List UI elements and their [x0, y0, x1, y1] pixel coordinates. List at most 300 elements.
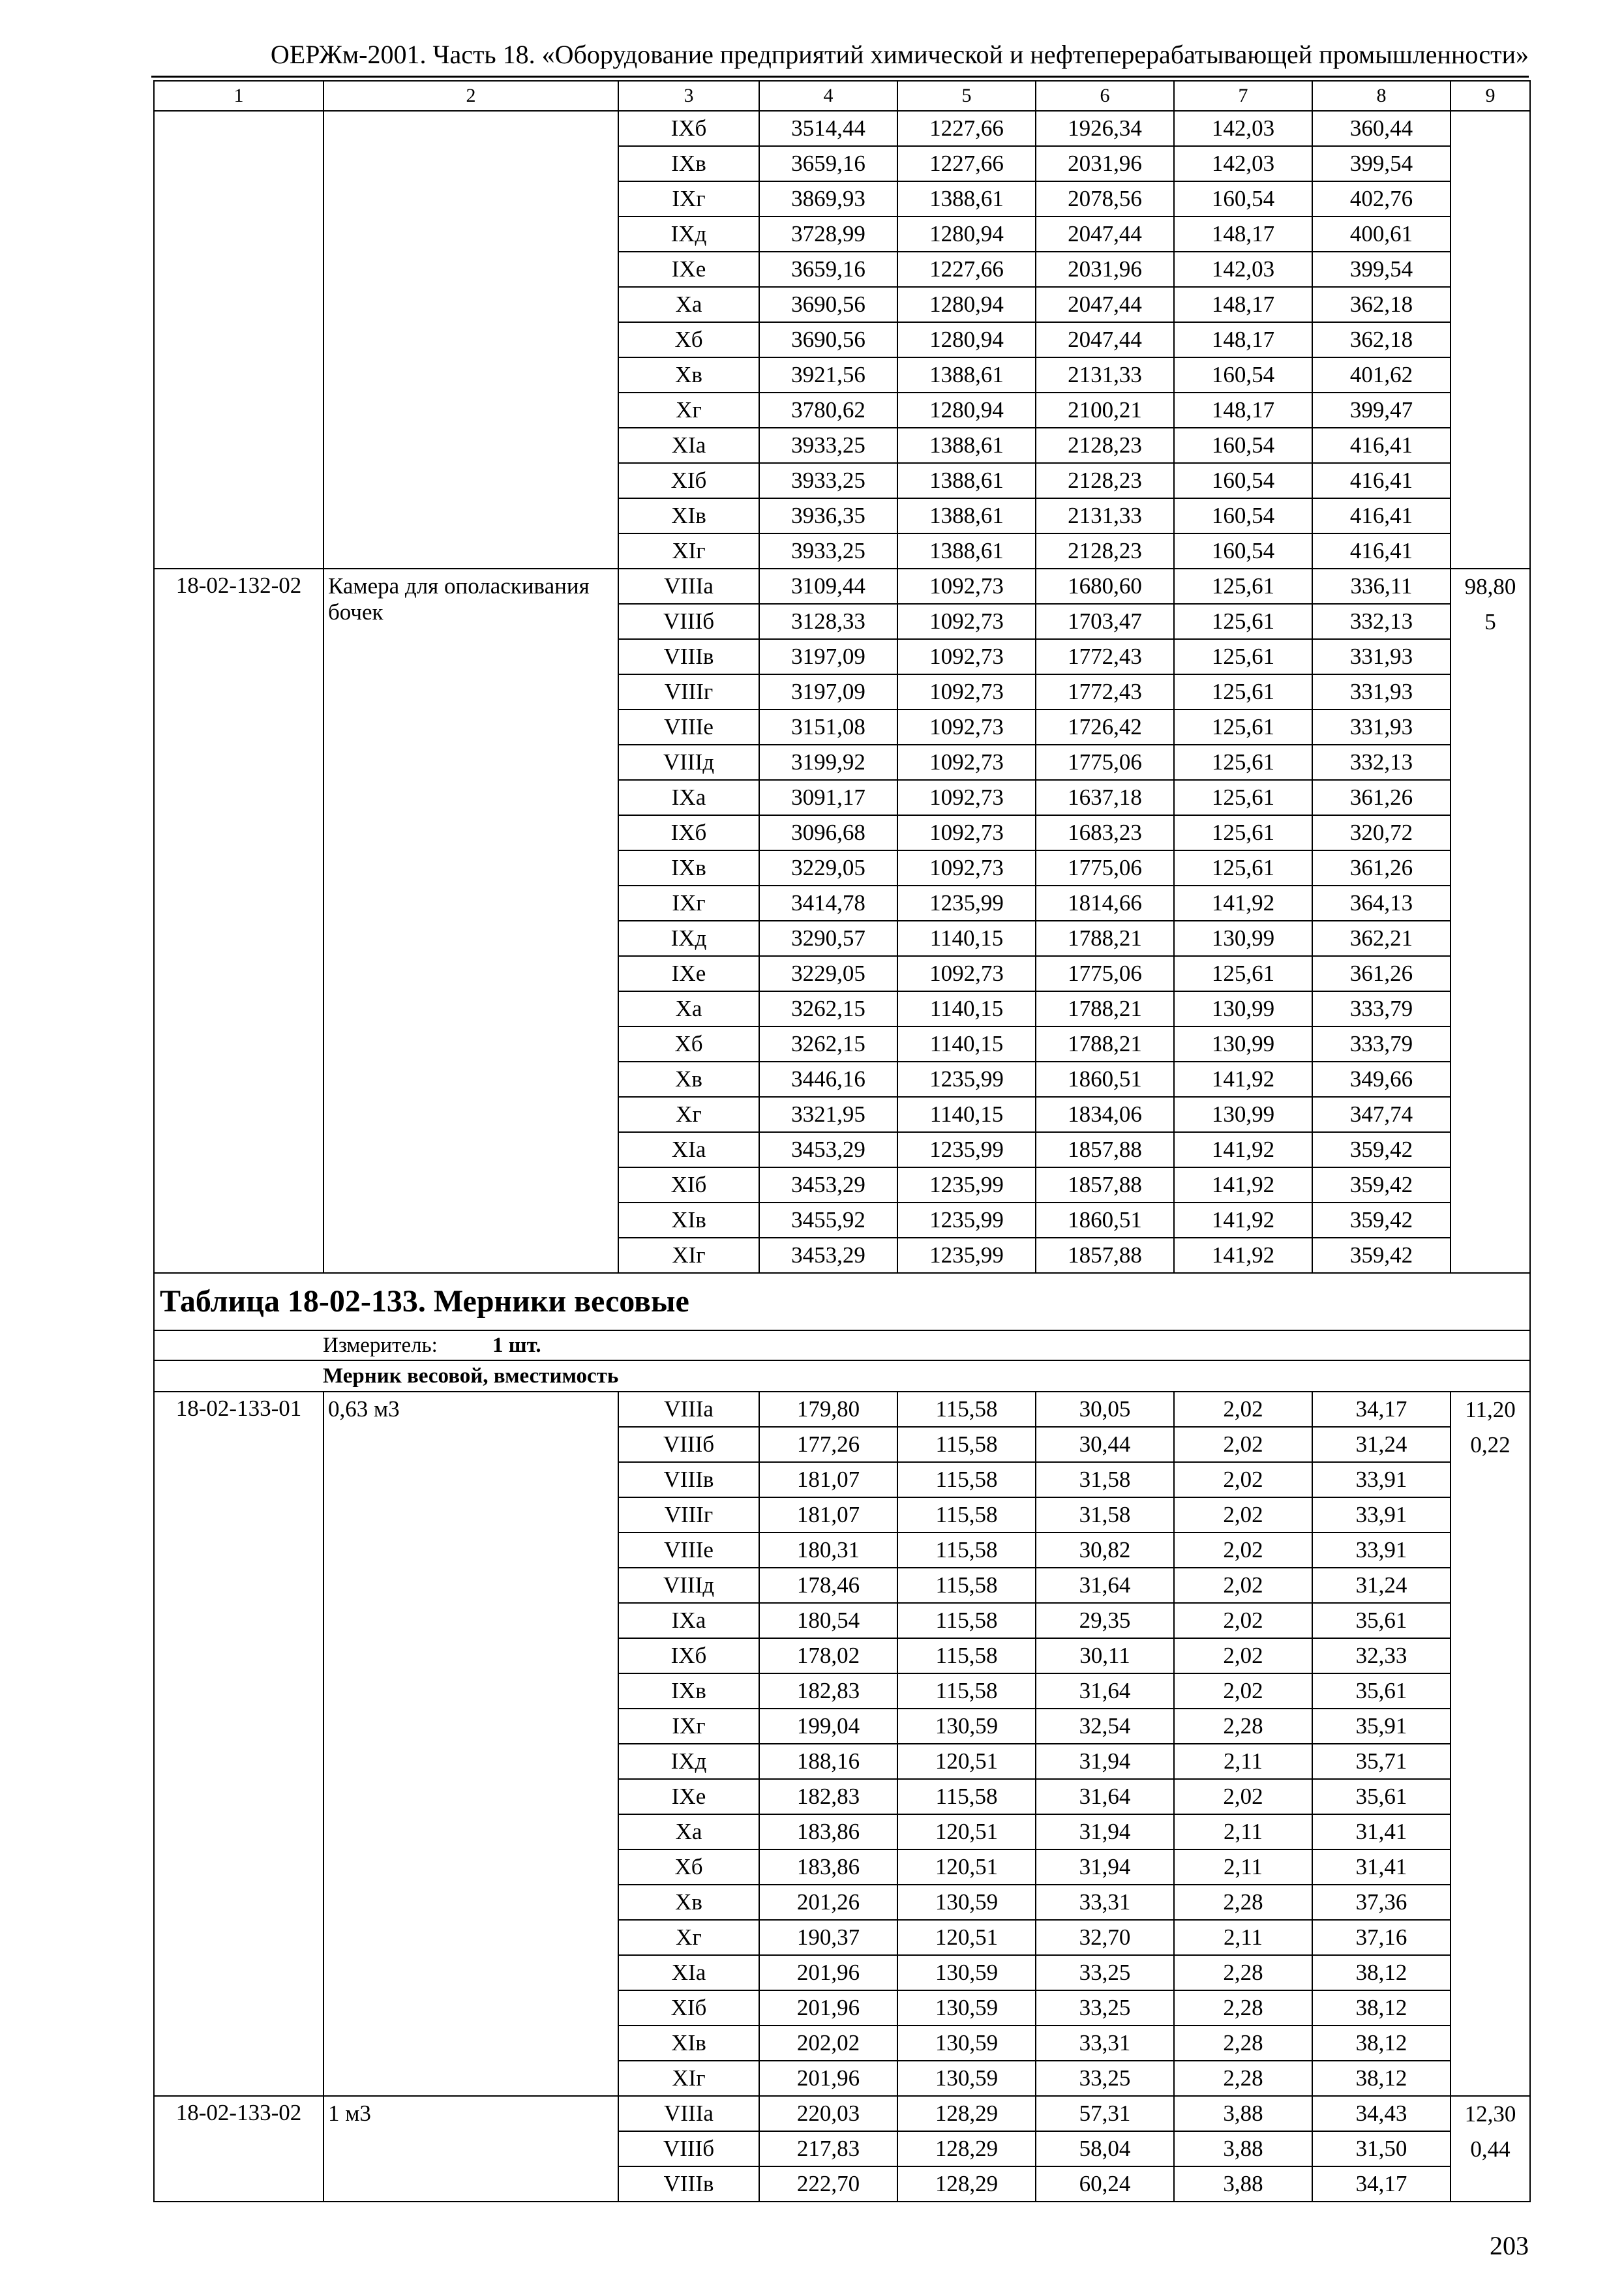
main-table: [153, 80, 1531, 2202]
value-cell: 2,02: [1174, 1568, 1312, 1603]
value-cell: 2,02: [1174, 1462, 1312, 1497]
value-cell: 416,41: [1312, 463, 1451, 498]
zone-code: VIIIд: [618, 745, 759, 780]
value-cell: 1834,06: [1036, 1097, 1174, 1132]
rate-code: 18-02-133-01: [154, 1392, 323, 2096]
value-cell: 3936,35: [759, 498, 897, 533]
value-cell: 33,91: [1312, 1533, 1451, 1568]
value-cell: 1857,88: [1036, 1238, 1174, 1273]
value-cell: 34,17: [1312, 2166, 1451, 2202]
value-cell: 1775,06: [1036, 850, 1174, 886]
value-cell: 3,88: [1174, 2096, 1312, 2131]
value-cell: 3109,44: [759, 569, 897, 604]
table-title: Таблица 18-02-133. Мерники весовые: [154, 1273, 1530, 1330]
zone-code: VIIIб: [618, 604, 759, 639]
zone-code: IXд: [618, 1744, 759, 1779]
value-cell: 179,80: [759, 1392, 897, 1427]
value-cell: 120,51: [897, 1849, 1036, 1885]
value-cell: 332,13: [1312, 604, 1451, 639]
value-cell: 2047,44: [1036, 322, 1174, 357]
value-cell: 3514,44: [759, 111, 897, 146]
value-cell: 1092,73: [897, 780, 1036, 815]
value-cell: 31,64: [1036, 1673, 1174, 1709]
zone-code: IXг: [618, 181, 759, 217]
value-cell: 2078,56: [1036, 181, 1174, 217]
value-cell: 1388,61: [897, 498, 1036, 533]
value-cell: 1092,73: [897, 569, 1036, 604]
value-cell: 3869,93: [759, 181, 897, 217]
value-cell: 120,51: [897, 1920, 1036, 1955]
header-rule: [151, 76, 1529, 78]
value-cell: 1227,66: [897, 111, 1036, 146]
zone-code: VIIIв: [618, 1462, 759, 1497]
column-9-values: [1451, 569, 1530, 1273]
value-cell: 120,51: [897, 1814, 1036, 1849]
value-cell: 38,12: [1312, 2026, 1451, 2061]
zone-code: VIIIа: [618, 2096, 759, 2131]
value-cell: 141,92: [1174, 1132, 1312, 1167]
value-cell: 130,59: [897, 2026, 1036, 2061]
zone-code: XIб: [618, 1167, 759, 1203]
value-cell: 183,86: [759, 1814, 897, 1849]
column-number: 7: [1174, 81, 1312, 111]
value-cell: 125,61: [1174, 639, 1312, 674]
value-cell: 402,76: [1312, 181, 1451, 217]
zone-code: IXа: [618, 780, 759, 815]
value-cell: 222,70: [759, 2166, 897, 2202]
value-cell: 3091,17: [759, 780, 897, 815]
value-cell: 1788,21: [1036, 1026, 1174, 1062]
value-cell: 331,93: [1312, 674, 1451, 710]
value-cell: 3921,56: [759, 357, 897, 393]
value-cell: 1280,94: [897, 217, 1036, 252]
value-cell: 1860,51: [1036, 1203, 1174, 1238]
value-cell: 125,61: [1174, 780, 1312, 815]
value-cell: 115,58: [897, 1462, 1036, 1497]
value-cell: 31,50: [1312, 2131, 1451, 2166]
value-cell: 361,26: [1312, 956, 1451, 991]
column-9-value: 0,44: [1470, 2136, 1511, 2162]
value-cell: 3199,92: [759, 745, 897, 780]
rate-name: [323, 111, 618, 569]
rate-name: 0,63 м3: [323, 1392, 618, 2096]
zone-code: XIг: [618, 1238, 759, 1273]
value-cell: 1388,61: [897, 533, 1036, 569]
value-cell: 130,59: [897, 2061, 1036, 2096]
value-cell: 2100,21: [1036, 393, 1174, 428]
value-cell: 38,12: [1312, 1955, 1451, 1990]
value-cell: 332,13: [1312, 745, 1451, 780]
column-number: 3: [618, 81, 759, 111]
value-cell: 115,58: [897, 1427, 1036, 1462]
value-cell: 115,58: [897, 1568, 1036, 1603]
value-cell: 160,54: [1174, 181, 1312, 217]
value-cell: 3197,09: [759, 639, 897, 674]
value-cell: 2131,33: [1036, 357, 1174, 393]
column-9-value: 12,30: [1464, 2101, 1516, 2127]
value-cell: 31,24: [1312, 1568, 1451, 1603]
value-cell: 3262,15: [759, 1026, 897, 1062]
value-cell: 130,59: [897, 1885, 1036, 1920]
value-cell: 148,17: [1174, 393, 1312, 428]
value-cell: 31,41: [1312, 1849, 1451, 1885]
value-cell: 1280,94: [897, 322, 1036, 357]
value-cell: 416,41: [1312, 533, 1451, 569]
value-cell: 1772,43: [1036, 639, 1174, 674]
zone-code: IXб: [618, 111, 759, 146]
value-cell: 1680,60: [1036, 569, 1174, 604]
table-row: [154, 111, 1530, 146]
table-title-row: [154, 1273, 1530, 1330]
value-cell: 1926,34: [1036, 111, 1174, 146]
value-cell: 362,21: [1312, 921, 1451, 956]
column-number: 6: [1036, 81, 1174, 111]
measure-row: [154, 1330, 1530, 1360]
value-cell: 148,17: [1174, 287, 1312, 322]
value-cell: 1388,61: [897, 181, 1036, 217]
value-cell: 2128,23: [1036, 463, 1174, 498]
value-cell: 31,58: [1036, 1497, 1174, 1533]
value-cell: 360,44: [1312, 111, 1451, 146]
value-cell: 125,61: [1174, 956, 1312, 991]
value-cell: 125,61: [1174, 569, 1312, 604]
value-cell: 30,05: [1036, 1392, 1174, 1427]
value-cell: 142,03: [1174, 111, 1312, 146]
value-cell: 115,58: [897, 1673, 1036, 1709]
value-cell: 160,54: [1174, 357, 1312, 393]
zone-code: Xв: [618, 1885, 759, 1920]
value-cell: 33,25: [1036, 1990, 1174, 2026]
zone-code: IXд: [618, 921, 759, 956]
value-cell: 2,02: [1174, 1779, 1312, 1814]
zone-code: XIа: [618, 428, 759, 463]
value-cell: 1775,06: [1036, 956, 1174, 991]
value-cell: 35,71: [1312, 1744, 1451, 1779]
value-cell: 2131,33: [1036, 498, 1174, 533]
value-cell: 2031,96: [1036, 146, 1174, 181]
value-cell: 31,64: [1036, 1568, 1174, 1603]
table-row: [154, 569, 1530, 604]
value-cell: 57,31: [1036, 2096, 1174, 2131]
value-cell: 31,24: [1312, 1427, 1451, 1462]
value-cell: 183,86: [759, 1849, 897, 1885]
column-9-values: [1451, 111, 1530, 569]
value-cell: 33,31: [1036, 2026, 1174, 2061]
value-cell: 29,35: [1036, 1603, 1174, 1638]
value-cell: 177,26: [759, 1427, 897, 1462]
value-cell: 3690,56: [759, 322, 897, 357]
value-cell: 1683,23: [1036, 815, 1174, 850]
value-cell: 190,37: [759, 1920, 897, 1955]
value-cell: 1092,73: [897, 674, 1036, 710]
zone-code: VIIIб: [618, 1427, 759, 1462]
value-cell: 115,58: [897, 1603, 1036, 1638]
value-cell: 160,54: [1174, 533, 1312, 569]
column-number: 5: [897, 81, 1036, 111]
value-cell: 3453,29: [759, 1238, 897, 1273]
value-cell: 3,88: [1174, 2166, 1312, 2202]
zone-code: IXе: [618, 956, 759, 991]
value-cell: 1814,66: [1036, 886, 1174, 921]
zone-code: IXб: [618, 815, 759, 850]
table-row: [154, 2096, 1530, 2131]
value-cell: 128,29: [897, 2096, 1036, 2131]
value-cell: 30,82: [1036, 1533, 1174, 1568]
value-cell: 125,61: [1174, 604, 1312, 639]
value-cell: 32,70: [1036, 1920, 1174, 1955]
value-cell: 2,28: [1174, 1885, 1312, 1920]
value-cell: 125,61: [1174, 710, 1312, 745]
zone-code: IXг: [618, 886, 759, 921]
zone-code: VIIIе: [618, 1533, 759, 1568]
value-cell: 178,02: [759, 1638, 897, 1673]
column-9-value: 0,22: [1470, 1432, 1511, 1458]
value-cell: 3096,68: [759, 815, 897, 850]
subheading-row: [154, 1360, 1530, 1392]
value-cell: 1140,15: [897, 991, 1036, 1026]
value-cell: 2,11: [1174, 1744, 1312, 1779]
value-cell: 35,61: [1312, 1603, 1451, 1638]
table-row: [154, 1392, 1530, 1427]
value-cell: 1092,73: [897, 850, 1036, 886]
value-cell: 3659,16: [759, 252, 897, 287]
value-cell: 115,58: [897, 1638, 1036, 1673]
value-cell: 130,59: [897, 1955, 1036, 1990]
value-cell: 359,42: [1312, 1238, 1451, 1273]
zone-code: XIв: [618, 2026, 759, 2061]
value-cell: 3446,16: [759, 1062, 897, 1097]
value-cell: 3933,25: [759, 533, 897, 569]
value-cell: 2,02: [1174, 1497, 1312, 1533]
value-cell: 31,94: [1036, 1744, 1174, 1779]
value-cell: 1857,88: [1036, 1167, 1174, 1203]
zone-code: XIг: [618, 2061, 759, 2096]
value-cell: 1280,94: [897, 393, 1036, 428]
value-cell: 130,59: [897, 1990, 1036, 2026]
column-9-values: [1451, 1392, 1530, 2096]
zone-code: XIб: [618, 463, 759, 498]
value-cell: 3290,57: [759, 921, 897, 956]
value-cell: 35,61: [1312, 1673, 1451, 1709]
value-cell: 120,51: [897, 1744, 1036, 1779]
value-cell: 1388,61: [897, 357, 1036, 393]
value-cell: 182,83: [759, 1779, 897, 1814]
column-9-value: 11,20: [1465, 1397, 1516, 1422]
value-cell: 2,11: [1174, 1849, 1312, 1885]
value-cell: 401,62: [1312, 357, 1451, 393]
value-cell: 1092,73: [897, 815, 1036, 850]
running-header: ОЕРЖм-2001. Часть 18. «Оборудование предприятий химической и нефтеперерабатывающей промышленности»: [270, 40, 1529, 69]
value-cell: 37,16: [1312, 1920, 1451, 1955]
value-cell: 362,18: [1312, 287, 1451, 322]
value-cell: 115,58: [897, 1779, 1036, 1814]
value-cell: 2,28: [1174, 1709, 1312, 1744]
value-cell: 181,07: [759, 1462, 897, 1497]
value-cell: 148,17: [1174, 217, 1312, 252]
rate-code: 18-02-133-02: [154, 2096, 323, 2202]
zone-code: XIа: [618, 1132, 759, 1167]
subheading: Мерник весовой, вместимость: [323, 1364, 619, 1388]
value-cell: 130,99: [1174, 1026, 1312, 1062]
zone-code: IXе: [618, 252, 759, 287]
value-cell: 2047,44: [1036, 287, 1174, 322]
value-cell: 399,54: [1312, 146, 1451, 181]
zone-code: VIIIг: [618, 1497, 759, 1533]
value-cell: 359,42: [1312, 1132, 1451, 1167]
value-cell: 35,61: [1312, 1779, 1451, 1814]
value-cell: 33,91: [1312, 1497, 1451, 1533]
zone-code: Xа: [618, 1814, 759, 1849]
value-cell: 33,25: [1036, 2061, 1174, 2096]
value-cell: 362,18: [1312, 322, 1451, 357]
zone-code: VIIIг: [618, 674, 759, 710]
value-cell: 182,83: [759, 1673, 897, 1709]
value-cell: 130,99: [1174, 921, 1312, 956]
value-cell: 1726,42: [1036, 710, 1174, 745]
zone-code: Xв: [618, 357, 759, 393]
value-cell: 32,54: [1036, 1709, 1174, 1744]
value-cell: 201,96: [759, 2061, 897, 2096]
page-number: 203: [1490, 2231, 1529, 2260]
value-cell: 141,92: [1174, 1167, 1312, 1203]
zone-code: IXг: [618, 1709, 759, 1744]
value-cell: 3262,15: [759, 991, 897, 1026]
value-cell: 141,92: [1174, 1062, 1312, 1097]
column-number: 4: [759, 81, 897, 111]
value-cell: 2128,23: [1036, 533, 1174, 569]
value-cell: 58,04: [1036, 2131, 1174, 2166]
value-cell: 142,03: [1174, 146, 1312, 181]
value-cell: 115,58: [897, 1533, 1036, 1568]
value-cell: 2,02: [1174, 1603, 1312, 1638]
zone-code: IXд: [618, 217, 759, 252]
value-cell: 1235,99: [897, 1203, 1036, 1238]
value-cell: 130,59: [897, 1709, 1036, 1744]
column-9-value: 5: [1484, 609, 1496, 635]
value-cell: 31,94: [1036, 1849, 1174, 1885]
value-cell: 31,58: [1036, 1462, 1174, 1497]
value-cell: 1092,73: [897, 639, 1036, 674]
value-cell: 359,42: [1312, 1203, 1451, 1238]
zone-code: Xб: [618, 1849, 759, 1885]
value-cell: 202,02: [759, 2026, 897, 2061]
value-cell: 347,74: [1312, 1097, 1451, 1132]
zone-code: VIIIа: [618, 1392, 759, 1427]
zone-code: Xб: [618, 1026, 759, 1062]
zone-code: VIIIб: [618, 2131, 759, 2166]
value-cell: 1140,15: [897, 921, 1036, 956]
value-cell: 2,02: [1174, 1638, 1312, 1673]
value-cell: 201,96: [759, 1990, 897, 2026]
value-cell: 1857,88: [1036, 1132, 1174, 1167]
value-cell: 1092,73: [897, 745, 1036, 780]
zone-code: IXв: [618, 146, 759, 181]
price-table: [153, 80, 1529, 2202]
value-cell: 359,42: [1312, 1167, 1451, 1203]
column-number: 2: [323, 81, 618, 111]
value-cell: 1637,18: [1036, 780, 1174, 815]
zone-code: Xг: [618, 1920, 759, 1955]
value-cell: 141,92: [1174, 1203, 1312, 1238]
value-cell: 1235,99: [897, 886, 1036, 921]
value-cell: 1092,73: [897, 710, 1036, 745]
zone-code: IXб: [618, 1638, 759, 1673]
zone-code: Xг: [618, 1097, 759, 1132]
value-cell: 3933,25: [759, 428, 897, 463]
column-9-values: [1451, 2096, 1530, 2202]
value-cell: 38,12: [1312, 2061, 1451, 2096]
value-cell: 349,66: [1312, 1062, 1451, 1097]
value-cell: 400,61: [1312, 217, 1451, 252]
value-cell: 3780,62: [759, 393, 897, 428]
value-cell: 148,17: [1174, 322, 1312, 357]
value-cell: 3690,56: [759, 287, 897, 322]
subheading-cell: [154, 1360, 1530, 1392]
value-cell: 2047,44: [1036, 217, 1174, 252]
value-cell: 3414,78: [759, 886, 897, 921]
value-cell: 399,47: [1312, 393, 1451, 428]
value-cell: 1140,15: [897, 1026, 1036, 1062]
value-cell: 320,72: [1312, 815, 1451, 850]
value-cell: 128,29: [897, 2166, 1036, 2202]
value-cell: 3,88: [1174, 2131, 1312, 2166]
value-cell: 361,26: [1312, 850, 1451, 886]
value-cell: 1140,15: [897, 1097, 1036, 1132]
value-cell: 2,02: [1174, 1533, 1312, 1568]
zone-code: Xа: [618, 287, 759, 322]
value-cell: 2,11: [1174, 1814, 1312, 1849]
value-cell: 30,44: [1036, 1427, 1174, 1462]
zone-code: IXв: [618, 1673, 759, 1709]
value-cell: 32,33: [1312, 1638, 1451, 1673]
value-cell: 35,91: [1312, 1709, 1451, 1744]
rate-code: [154, 111, 323, 569]
value-cell: 2,02: [1174, 1392, 1312, 1427]
value-cell: 1235,99: [897, 1132, 1036, 1167]
value-cell: 178,46: [759, 1568, 897, 1603]
zone-code: VIIIе: [618, 710, 759, 745]
value-cell: 115,58: [897, 1392, 1036, 1427]
value-cell: 331,93: [1312, 710, 1451, 745]
column-9-value: 98,80: [1464, 574, 1516, 599]
column-number: 9: [1451, 81, 1530, 111]
value-cell: 333,79: [1312, 1026, 1451, 1062]
value-cell: 1860,51: [1036, 1062, 1174, 1097]
value-cell: 31,41: [1312, 1814, 1451, 1849]
value-cell: 33,25: [1036, 1955, 1174, 1990]
value-cell: 1772,43: [1036, 674, 1174, 710]
value-cell: 361,26: [1312, 780, 1451, 815]
value-cell: 333,79: [1312, 991, 1451, 1026]
value-cell: 1703,47: [1036, 604, 1174, 639]
value-cell: 2,28: [1174, 1990, 1312, 2026]
column-number: 1: [154, 81, 323, 111]
measure-label: Измеритель:: [323, 1334, 438, 1357]
value-cell: 1280,94: [897, 287, 1036, 322]
value-cell: 3321,95: [759, 1097, 897, 1132]
value-cell: 331,93: [1312, 639, 1451, 674]
value-cell: 201,26: [759, 1885, 897, 1920]
value-cell: 201,96: [759, 1955, 897, 1990]
value-cell: 3128,33: [759, 604, 897, 639]
value-cell: 3453,29: [759, 1132, 897, 1167]
zone-code: Xб: [618, 322, 759, 357]
value-cell: 30,11: [1036, 1638, 1174, 1673]
zone-code: XIб: [618, 1990, 759, 2026]
value-cell: 1235,99: [897, 1238, 1036, 1273]
value-cell: 416,41: [1312, 428, 1451, 463]
value-cell: 60,24: [1036, 2166, 1174, 2202]
